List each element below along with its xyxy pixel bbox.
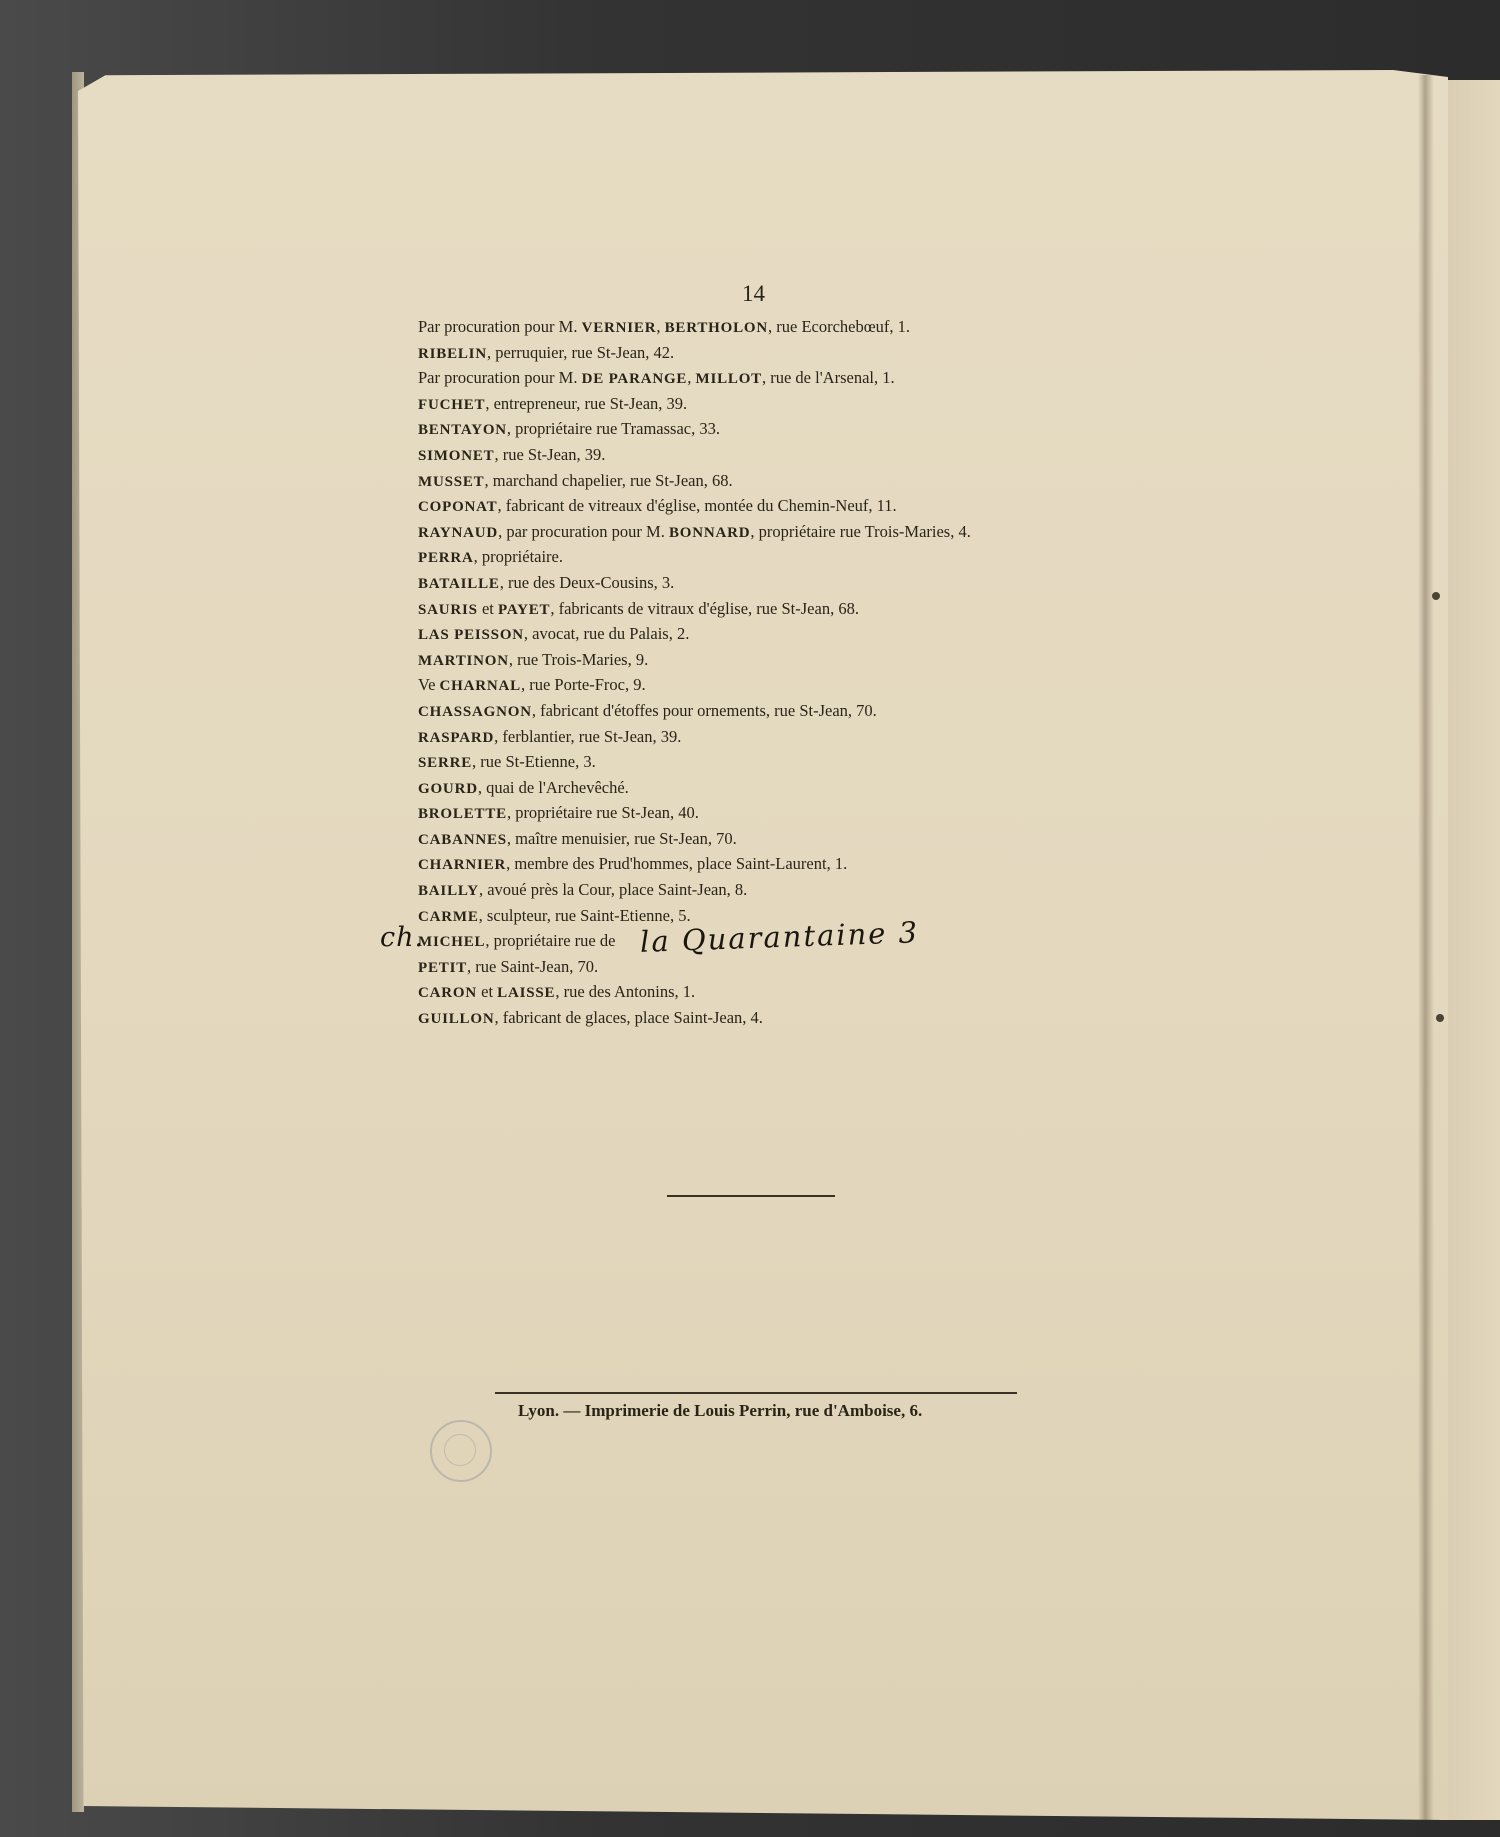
entry-name: MUSSET <box>418 473 485 490</box>
list-item <box>418 851 1038 877</box>
list-item <box>418 672 1038 698</box>
entry-details: , rue Trois-Maries, 9. <box>508 649 649 669</box>
entry-details: , rue des Deux-Cousins, 3. <box>499 572 675 592</box>
entry-prefix: Par procuration pour M. <box>418 368 582 388</box>
entry-name: CARON <box>418 985 477 1002</box>
entry-details: , rue St-Jean, 39. <box>494 444 606 464</box>
list-item <box>418 826 1038 852</box>
list-item <box>418 596 1038 622</box>
entry-name: LAS PEISSON <box>418 627 524 644</box>
handwritten-annotation: la Quarantaine 3 <box>639 915 920 959</box>
entry-name: DE PARANGE <box>581 371 688 388</box>
entry-name: CHARNIER <box>418 857 507 874</box>
binding-hole <box>1436 1014 1444 1022</box>
entry-details: , membre des Prud'hommes, place Saint-Laurent, 1. <box>506 854 848 874</box>
entry-details: , perruquier, rue St-Jean, 42. <box>486 342 675 362</box>
list-item <box>418 775 1038 801</box>
list-item <box>418 468 1038 494</box>
list-item <box>418 314 1038 340</box>
binding-hole <box>1432 592 1440 600</box>
list-item <box>418 544 1038 570</box>
entry-name: RIBELIN <box>418 345 487 362</box>
entry-name: BAILLY <box>418 883 479 900</box>
entry-name: CHASSAGNON <box>418 703 532 720</box>
entry-name: GUILLON <box>418 1011 495 1028</box>
entry-name: BENTAYON <box>418 422 507 439</box>
list-item <box>418 724 1038 750</box>
entry-details: , fabricants de vitraux d'église, rue St-Jean, 68. <box>550 598 859 618</box>
handwritten-prefix: ch. <box>380 922 425 953</box>
entry-name: SERRE <box>418 755 473 772</box>
entry-details: , rue Ecorchebœuf, 1. <box>768 317 911 336</box>
entry-details: , rue St-Etienne, 3. <box>472 752 596 772</box>
list-item <box>418 340 1038 366</box>
entry-name: SAURIS <box>418 601 478 618</box>
section-divider <box>667 1195 835 1197</box>
entry-name: MICHEL <box>418 934 486 951</box>
entry-details: , propriétaire rue St-Jean, 40. <box>506 803 699 823</box>
entry-details: , propriétaire rue Trois-Maries, 4. <box>750 521 971 541</box>
list-item <box>418 749 1038 775</box>
entry-prefix: Ve <box>418 675 440 695</box>
entry-name: RASPARD <box>418 729 495 746</box>
list-item <box>418 493 1038 519</box>
list-item <box>418 954 1038 980</box>
printer-imprint: Lyon. — Imprimerie de Louis Perrin, rue d'Amboise, 6. <box>518 1401 923 1420</box>
list-item <box>418 647 1038 673</box>
list-item <box>418 1005 1038 1031</box>
entry-name: SIMONET <box>418 447 495 464</box>
list-item <box>418 877 1038 903</box>
list-item <box>418 365 1038 391</box>
entry-name: BROLETTE <box>418 806 507 823</box>
page-number: 14 <box>742 281 765 306</box>
footer-rule <box>495 1392 1017 1394</box>
entry-details: , rue de l'Arsenal, 1. <box>761 368 895 388</box>
entry-details: , entrepreneur, rue St-Jean, 39. <box>485 393 688 413</box>
list-item <box>418 442 1038 468</box>
entry-name: PAYET <box>498 601 551 618</box>
entry-details: , rue Porte-Froc, 9. <box>520 675 646 695</box>
entry-details: , sculpteur, rue Saint-Etienne, 5. <box>478 905 691 925</box>
entry-details: , ferblantier, rue St-Jean, 39. <box>494 726 682 746</box>
binding-fold <box>1418 75 1434 1820</box>
entry-name: COPONAT <box>418 499 498 516</box>
entry-details: , fabricant de vitreaux d'église, montée du Chemin-Neuf, 11. <box>497 496 897 516</box>
entry-name: CARME <box>418 908 479 925</box>
entry-connector: , <box>656 317 665 336</box>
list-item <box>418 621 1038 647</box>
entry-details: , rue des Antonins, 1. <box>555 982 696 1002</box>
library-stamp <box>430 1420 492 1482</box>
entry-name: FUCHET <box>418 396 486 413</box>
list-item <box>418 519 1038 545</box>
entry-connector: , par procuration pour M. <box>498 521 669 541</box>
list-item <box>418 698 1038 724</box>
entry-name: MILLOT <box>695 371 762 388</box>
list-item <box>418 979 1038 1005</box>
entry-name: RAYNAUD <box>418 524 499 541</box>
entry-name: CHARNAL <box>439 678 521 695</box>
entry-name: MARTINON <box>418 652 509 669</box>
entry-details: , propriétaire. <box>473 547 564 567</box>
entry-details: , fabricant d'étoffes pour ornements, rue St-Jean, 70. <box>531 700 877 720</box>
entry-connector: et <box>477 598 498 618</box>
entry-name: GOURD <box>418 780 478 797</box>
entry-details: , rue Saint-Jean, 70. <box>467 956 599 976</box>
entry-name: CABANNES <box>418 831 507 848</box>
entry-name: PERRA <box>418 550 474 567</box>
list-item <box>418 570 1038 596</box>
entry-name: LAISSE <box>497 985 556 1002</box>
entry-details: , propriétaire rue Tramassac, 33. <box>506 419 720 439</box>
entry-name: VERNIER <box>581 320 657 336</box>
entry-name: BONNARD <box>668 524 751 541</box>
list-item <box>418 416 1038 442</box>
list-item <box>418 391 1038 417</box>
list-item <box>418 800 1038 826</box>
entry-details: , maître menuisier, rue St-Jean, 70. <box>506 828 737 848</box>
entry-name: PETIT <box>418 959 468 976</box>
entry-details: , quai de l'Archevêché. <box>477 777 629 797</box>
entry-connector: et <box>477 982 498 1002</box>
entry-connector: , <box>687 368 696 388</box>
entry-details: , avocat, rue du Palais, 2. <box>523 624 690 644</box>
entry-details: , marchand chapelier, rue St-Jean, 68. <box>484 470 733 490</box>
entry-details: , fabricant de glaces, place Saint-Jean, 4. <box>494 1008 763 1028</box>
entry-name: BATAILLE <box>418 575 500 592</box>
entry-prefix: Par procuration pour M. <box>418 317 582 336</box>
entry-details: , propriétaire rue de <box>485 931 616 951</box>
adjacent-page-edge <box>1440 80 1500 1820</box>
entry-details: , avoué près la Cour, place Saint-Jean, 8. <box>478 880 748 900</box>
entry-name: BERTHOLON <box>664 320 768 336</box>
